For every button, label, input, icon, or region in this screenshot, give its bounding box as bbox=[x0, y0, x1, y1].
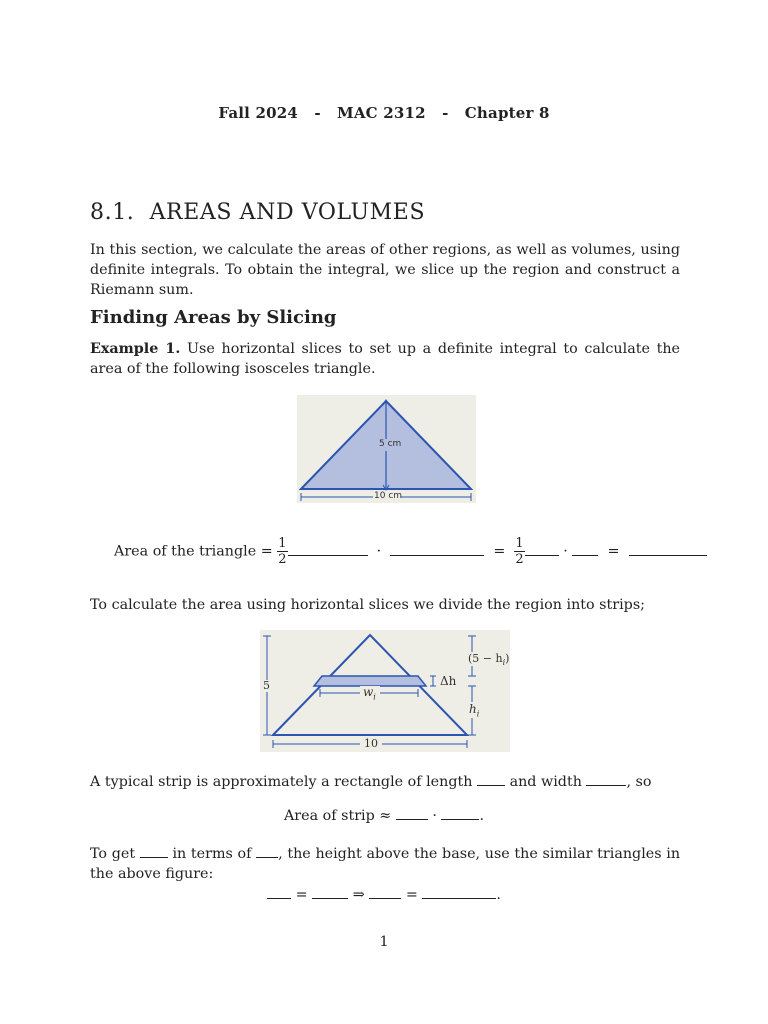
answer-blank[interactable] bbox=[572, 543, 598, 556]
equals: = bbox=[607, 543, 620, 560]
strips-intro: To calculate the area using horizontal slices we divide the region into strips; bbox=[90, 597, 645, 613]
height-label: 5 cm bbox=[379, 439, 402, 449]
base-label: 10 cm bbox=[374, 491, 403, 501]
strip-width-label: $w_i$ bbox=[363, 685, 376, 702]
fraction-denominator: 2 bbox=[278, 552, 287, 567]
top-height-label: $(5 - h_i)$ bbox=[468, 652, 510, 668]
fraction-numerator: 1 bbox=[278, 536, 287, 551]
answer-blank[interactable] bbox=[256, 845, 278, 858]
dot: · bbox=[376, 543, 382, 560]
intro-paragraph: In this section, we calculate the areas of other regions, as well as volumes, using definite integrals. To obtain the integral, we slice up the region and construct a Riemann sum. bbox=[90, 242, 680, 298]
page-number: 1 bbox=[379, 934, 389, 950]
fraction-half bbox=[277, 536, 287, 567]
answer-blank[interactable] bbox=[586, 773, 626, 786]
answer-blank[interactable] bbox=[629, 543, 707, 556]
delta-h-label: Δh bbox=[440, 674, 457, 688]
answer-blank[interactable] bbox=[441, 807, 479, 820]
strip-area-formula: Area of strip ≈ · . bbox=[283, 808, 485, 824]
header-course: MAC 2312 bbox=[337, 104, 426, 122]
equals: = bbox=[493, 543, 506, 560]
area-lhs: Area of the triangle = bbox=[114, 543, 273, 560]
header-separator: - bbox=[314, 104, 321, 122]
example-paragraph bbox=[90, 339, 680, 379]
answer-blank[interactable] bbox=[267, 886, 291, 899]
similar-triangles-equation: = ⇒ = . bbox=[0, 886, 768, 903]
example-label: Example 1. bbox=[90, 341, 181, 357]
strips-figure bbox=[260, 630, 510, 752]
subsection-title: Finding Areas by Slicing bbox=[90, 307, 337, 328]
strip-base-label: 10 bbox=[364, 737, 378, 750]
strips-diagram bbox=[260, 630, 510, 752]
answer-blank[interactable] bbox=[369, 886, 401, 899]
fraction-denominator: 2 bbox=[515, 552, 524, 567]
dot: · bbox=[563, 543, 568, 560]
triangle-figure bbox=[297, 395, 476, 503]
answer-blank[interactable] bbox=[525, 543, 559, 556]
header-term: Fall 2024 bbox=[218, 104, 299, 122]
answer-blank[interactable] bbox=[396, 807, 428, 820]
answer-blank[interactable] bbox=[312, 886, 348, 899]
h-i-label: $h_i$ bbox=[469, 702, 480, 719]
triangle-diagram bbox=[297, 395, 476, 503]
answer-blank[interactable] bbox=[390, 543, 484, 556]
answer-blank[interactable] bbox=[422, 886, 496, 899]
answer-blank[interactable] bbox=[477, 773, 505, 786]
fraction-numerator: 1 bbox=[515, 536, 524, 551]
similar-triangles-paragraph: To get in terms of , the height above the base, use the similar triangles in the above figure: bbox=[90, 846, 681, 882]
fraction-half bbox=[514, 536, 524, 567]
area-formula bbox=[114, 536, 707, 567]
page-header bbox=[0, 104, 768, 122]
header-chapter: Chapter 8 bbox=[464, 104, 550, 122]
answer-blank[interactable] bbox=[140, 845, 168, 858]
example-text: Use horizontal slices to set up a definite integral to calculate the area of the following isosceles triangle. bbox=[90, 341, 681, 377]
answer-blank[interactable] bbox=[288, 543, 368, 556]
header-separator: - bbox=[442, 104, 449, 122]
strip-height-label: 5 bbox=[263, 679, 270, 692]
section-title: 8.1. AREAS AND VOLUMES bbox=[90, 200, 426, 225]
strip-paragraph: A typical strip is approximately a rectangle of length and width , so bbox=[90, 774, 652, 790]
